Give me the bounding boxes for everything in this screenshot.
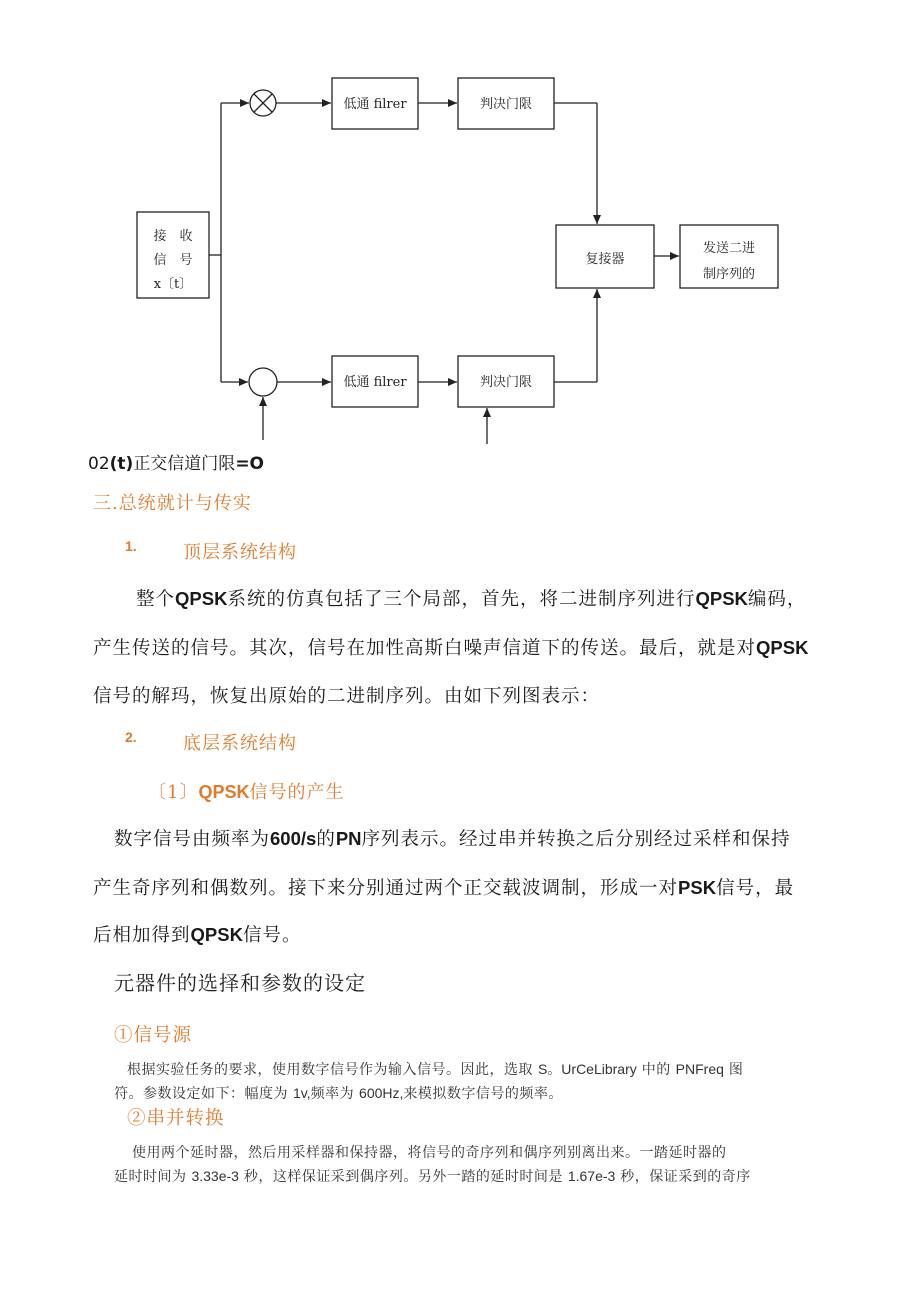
- item2-number: 2.: [125, 729, 137, 745]
- output-line1: 发送二进: [702, 241, 756, 256]
- para2-line3: 后相加得到QPSK信号。: [93, 924, 302, 946]
- section3-heading: 三.总统就计与传实: [93, 493, 252, 514]
- diagram-caption: 02(t)正交信道门限=O: [88, 454, 265, 474]
- c1-title: ①信号源: [114, 1025, 193, 1046]
- input-line1: 接 收: [153, 229, 193, 244]
- lowpass-bottom-label: 低通 filrer: [343, 375, 407, 390]
- para1-line3: 信号的解玛，恢复出原始的二进制序列。由如下列图表示：: [93, 686, 601, 707]
- decision-top-label: 判决门限: [479, 97, 533, 112]
- decision-bottom-label: 判决门限: [479, 375, 533, 390]
- multiplier-circle-bottom: [249, 368, 277, 396]
- subsection1-heading: 〔1〕QPSK信号的产生: [148, 782, 345, 803]
- c1-line2: 符。参数设定如下：幅度为 1v,频率为 600Hz,来模拟数字信号的频率。: [114, 1085, 563, 1102]
- item1-title: 顶层系统结构: [183, 542, 297, 563]
- section4-heading: 元器件的选择和参数的设定: [114, 971, 366, 995]
- output-line2: 制序列的: [702, 267, 756, 282]
- c2-line2: 延时时间为 3.33e-3 秒，这样保证采到偶序列。另外一踏的延时时间是 1.67e-3 秒，保证采到的奇序: [114, 1168, 751, 1185]
- lowpass-top-label: 低通 filrer: [343, 97, 407, 112]
- para2-line1: 数字信号由频率为600/s的PN序列表示。经过串并转换之后分别经过采样和保持: [114, 828, 791, 850]
- input-line2: 信 号: [153, 253, 193, 268]
- mux-label: 复接器: [585, 252, 625, 267]
- para1-line1: 整个QPSK系统的仿真包括了三个局部，首先，将二进制序列进行QPSK编码，: [136, 588, 807, 610]
- input-line3: x〔t〕: [153, 277, 193, 292]
- para1-line2: 产生传送的信号。其次，信号在加性高斯白噪声信道下的传送。最后，就是对QPSK: [93, 637, 809, 659]
- item2-title: 底层系统结构: [183, 733, 297, 754]
- para2-line2: 产生奇序列和偶数列。接下来分别通过两个正交载波调制，形成一对PSK信号，最: [93, 877, 795, 899]
- c2-title: ②串并转换: [127, 1108, 225, 1129]
- qpsk-receiver-diagram: [0, 0, 920, 450]
- item1-number: 1.: [125, 538, 137, 554]
- c2-line1: 使用两个延时器，然后用采样器和保持器，将信号的奇序列和偶序列别离出来。一踏延时器的: [132, 1145, 727, 1161]
- c1-line1: 根据实验任务的要求，使用数字信号作为输入信号。因此，选取 S。UrCeLibrary 中的 PNFreq 图: [127, 1061, 744, 1078]
